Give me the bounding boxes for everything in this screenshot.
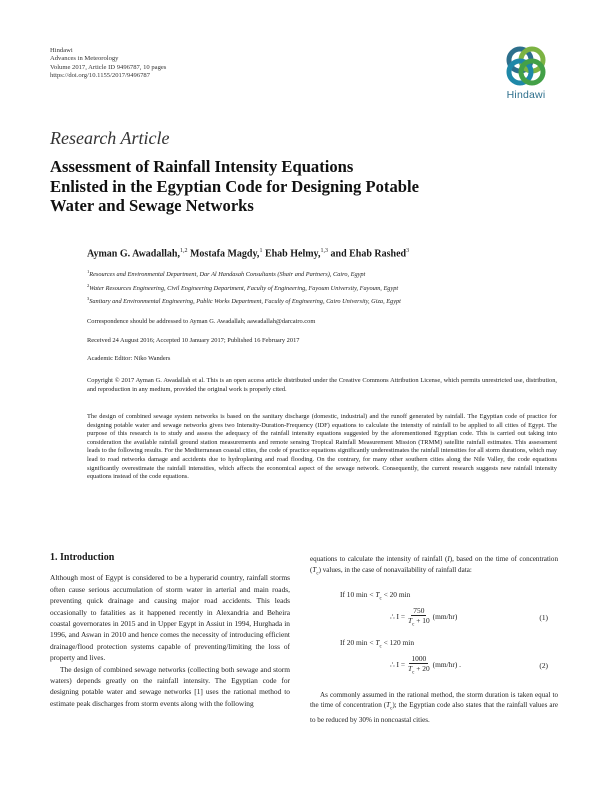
text-run: ) values, in the case of nonavailability of rainfall data: [318, 565, 472, 574]
text-run: ); the Egyptian code also states that the rainfall values are to be reduced by 30% in noncoastal cities. [310, 701, 558, 725]
fraction [408, 654, 430, 677]
text-run: If 20 min < [340, 637, 376, 647]
subscript: c [390, 706, 393, 712]
numerator: 750 [413, 605, 425, 615]
symbol: I [447, 555, 450, 563]
journal-header [50, 47, 166, 81]
affil-number: 3 [87, 296, 90, 301]
article-kind: Research Article [50, 128, 170, 148]
author-affil: 1,3 [320, 248, 329, 254]
condition-row [310, 636, 558, 654]
title-line: Enlisted in the Egyptian Code for Designing Potable [50, 176, 419, 196]
affil-text: Water Resources Engineering, Civil Engineering Department, Faculty of Engineering, Fayoum University, Fayoum, Egypt [89, 284, 399, 292]
affil-text: Resources and Environmental Department, Dar Al Handasah Consultants (Shair and Partners), Cairo, Egypt [89, 271, 366, 279]
section-heading: 1. Introduction [50, 552, 115, 563]
text-run: If 10 min < [340, 589, 376, 599]
left-column [50, 548, 290, 709]
copyright-notice: Copyright © 2017 Ayman G. Awadallah et al. This is an open access article distributed under the Creative Commons Attribution License, which permits unrestricted use, distribution, and reproduction in any medium, provided the original work is properly cited. [87, 377, 557, 393]
text-run: + 10 [414, 615, 430, 625]
denominator [408, 664, 430, 677]
equation-number: (2) [539, 660, 548, 670]
text-run: < 120 min [381, 637, 415, 647]
paragraph [310, 554, 558, 580]
text-run: equations to calculate the intensity of rainfall ( [310, 555, 448, 563]
subscript: c [316, 571, 319, 576]
correspondence: Correspondence should be addressed to Ayman G. Awadallah; aawadallah@darcairo.com [87, 318, 316, 325]
symbol: T [386, 701, 391, 710]
publisher-name: Hindawi [50, 47, 73, 54]
hindawi-logo-icon [504, 44, 548, 88]
article-dates: Received 24 August 2016; Accepted 10 January 2017; Published 16 February 2017 [87, 337, 300, 344]
hindawi-logo [496, 44, 556, 106]
paragraph [310, 690, 558, 726]
condition [340, 638, 414, 653]
symbol: T [375, 637, 380, 647]
author-name: Ehab Helmy, [262, 248, 321, 260]
symbol: T [375, 589, 380, 599]
abstract: The design of combined sewage system networks is based on the sanitary discharge (domestic, industrial) and the runoff generated by rainfall. The Egyptian code of practice for designing potable water and sewage networks gives two Intensity-Duration-Frequency (IDF) equations to calculate the intensity of rainfall to be applied to all cities of Egypt. The purpose of this research is to study and assess the adequacy of the rainfall intensity equations suggested by the aforementioned Egyptian code. This is carried out taking into consideration the available rainfall ground station measurements and remote sensing Tropical Rainfall Measurement Mission (TRMM) satellite rainfall estimates. This assessment leads to the following results. For the Mediterranean coastal cities, the code of practice equations significantly underestimates the rainfall intensities for all storm durations, which may lead to road networks damage and accidents due to hydroplaning and road flooding. On the contrary, for many other southern cities along the Nile Valley, the code equations significantly overestimate the rainfall intensities, which affects the economical aspect of the sewage network. Consequently, the current research suggests new rainfall intensity equations instead of the code equations. [87, 413, 557, 481]
affiliation [87, 281, 557, 295]
text-run: < 20 min [381, 589, 411, 599]
text-run: + 20 [414, 663, 430, 673]
title-line: Assessment of Rainfall Intensity Equations [50, 157, 354, 176]
fraction [408, 606, 430, 629]
logo-text: Hindawi [506, 89, 546, 101]
condition-row [310, 588, 558, 606]
equation-body [390, 654, 461, 677]
text-run: As commonly assumed in the rational method, the storm duration is taken equal to the time of concentration ( [310, 690, 558, 710]
equation-number: (1) [539, 612, 548, 622]
affiliation [87, 294, 557, 308]
academic-editor: Academic Editor: Niko Wanders [87, 355, 171, 362]
equation-body [390, 606, 457, 629]
symbol: T [408, 615, 413, 625]
subscript: c [379, 596, 382, 602]
subscript: c [379, 644, 382, 650]
numerator: 1000 [411, 653, 427, 663]
denominator [408, 616, 430, 629]
affil-number: 2 [87, 282, 90, 288]
paragraph: Although most of Egypt is considered to be a hyperarid country, rainfall storms often cause serious accumulation of storm water in arterial and main roads, preventing quick drainage and causing major road accidents. This leads occasionally to fatalities as it happened recently in Alexandria and Beheira coastal governorates in 2015 and in Upper Egypt in Assiut in 1994, Hurghada in 1996, and Aswan in 2010 and hence comes the necessity of introducing efficient drainage/flood protection systems capable of preventing/limiting the loss of property and lives. [50, 573, 290, 663]
journal-name: Advances in Meteorology [50, 55, 119, 63]
author-affil: 1,2 [179, 248, 188, 254]
affil-number: 1 [87, 269, 90, 274]
volume-line: Volume 2017, Article ID 9496787, 10 pages [50, 63, 167, 71]
affil-text: Sanitary and Environmental Engineering, Public Works Department, Faculty of Engineering, Cairo University, Giza, Egypt [89, 298, 401, 306]
equation-prefix: ∴ I = [390, 612, 406, 622]
symbol: T [408, 663, 413, 673]
author-affil: 3 [406, 248, 410, 254]
paragraph: The design of combined sewage networks (collecting both sewage and storm waters) depends greatly on the rainfall intensity. The Egyptian code for designing potable water and sewage networks [1] uses the rational method to estimate peak discharges from storm events along with the following [50, 664, 290, 708]
affiliations [87, 267, 557, 308]
equation-2 [310, 654, 558, 680]
doi-link[interactable]: https://doi.org/10.1155/2017/9496787 [50, 72, 151, 80]
author-list [87, 248, 409, 259]
title-line: Water and Sewage Networks [50, 196, 254, 216]
unit: (mm/hr) . [432, 660, 461, 670]
author-name: and Ehab Rashed [328, 248, 407, 260]
author-affil: 1 [259, 248, 263, 254]
subscript: c [412, 670, 415, 676]
subscript: c [412, 622, 415, 628]
equation-1 [310, 606, 558, 632]
symbol: T [312, 565, 317, 574]
author-name: Ayman G. Awadallah, [87, 248, 180, 260]
equation-prefix: ∴ I = [390, 660, 406, 670]
affiliation [87, 267, 557, 281]
text-run: ), based on the time of concentration ( [310, 555, 558, 574]
author-name: Mostafa Magdy, [187, 248, 260, 260]
right-column [310, 554, 558, 726]
unit: (mm/hr) [432, 612, 458, 622]
article-title [50, 157, 550, 216]
condition [340, 590, 410, 605]
